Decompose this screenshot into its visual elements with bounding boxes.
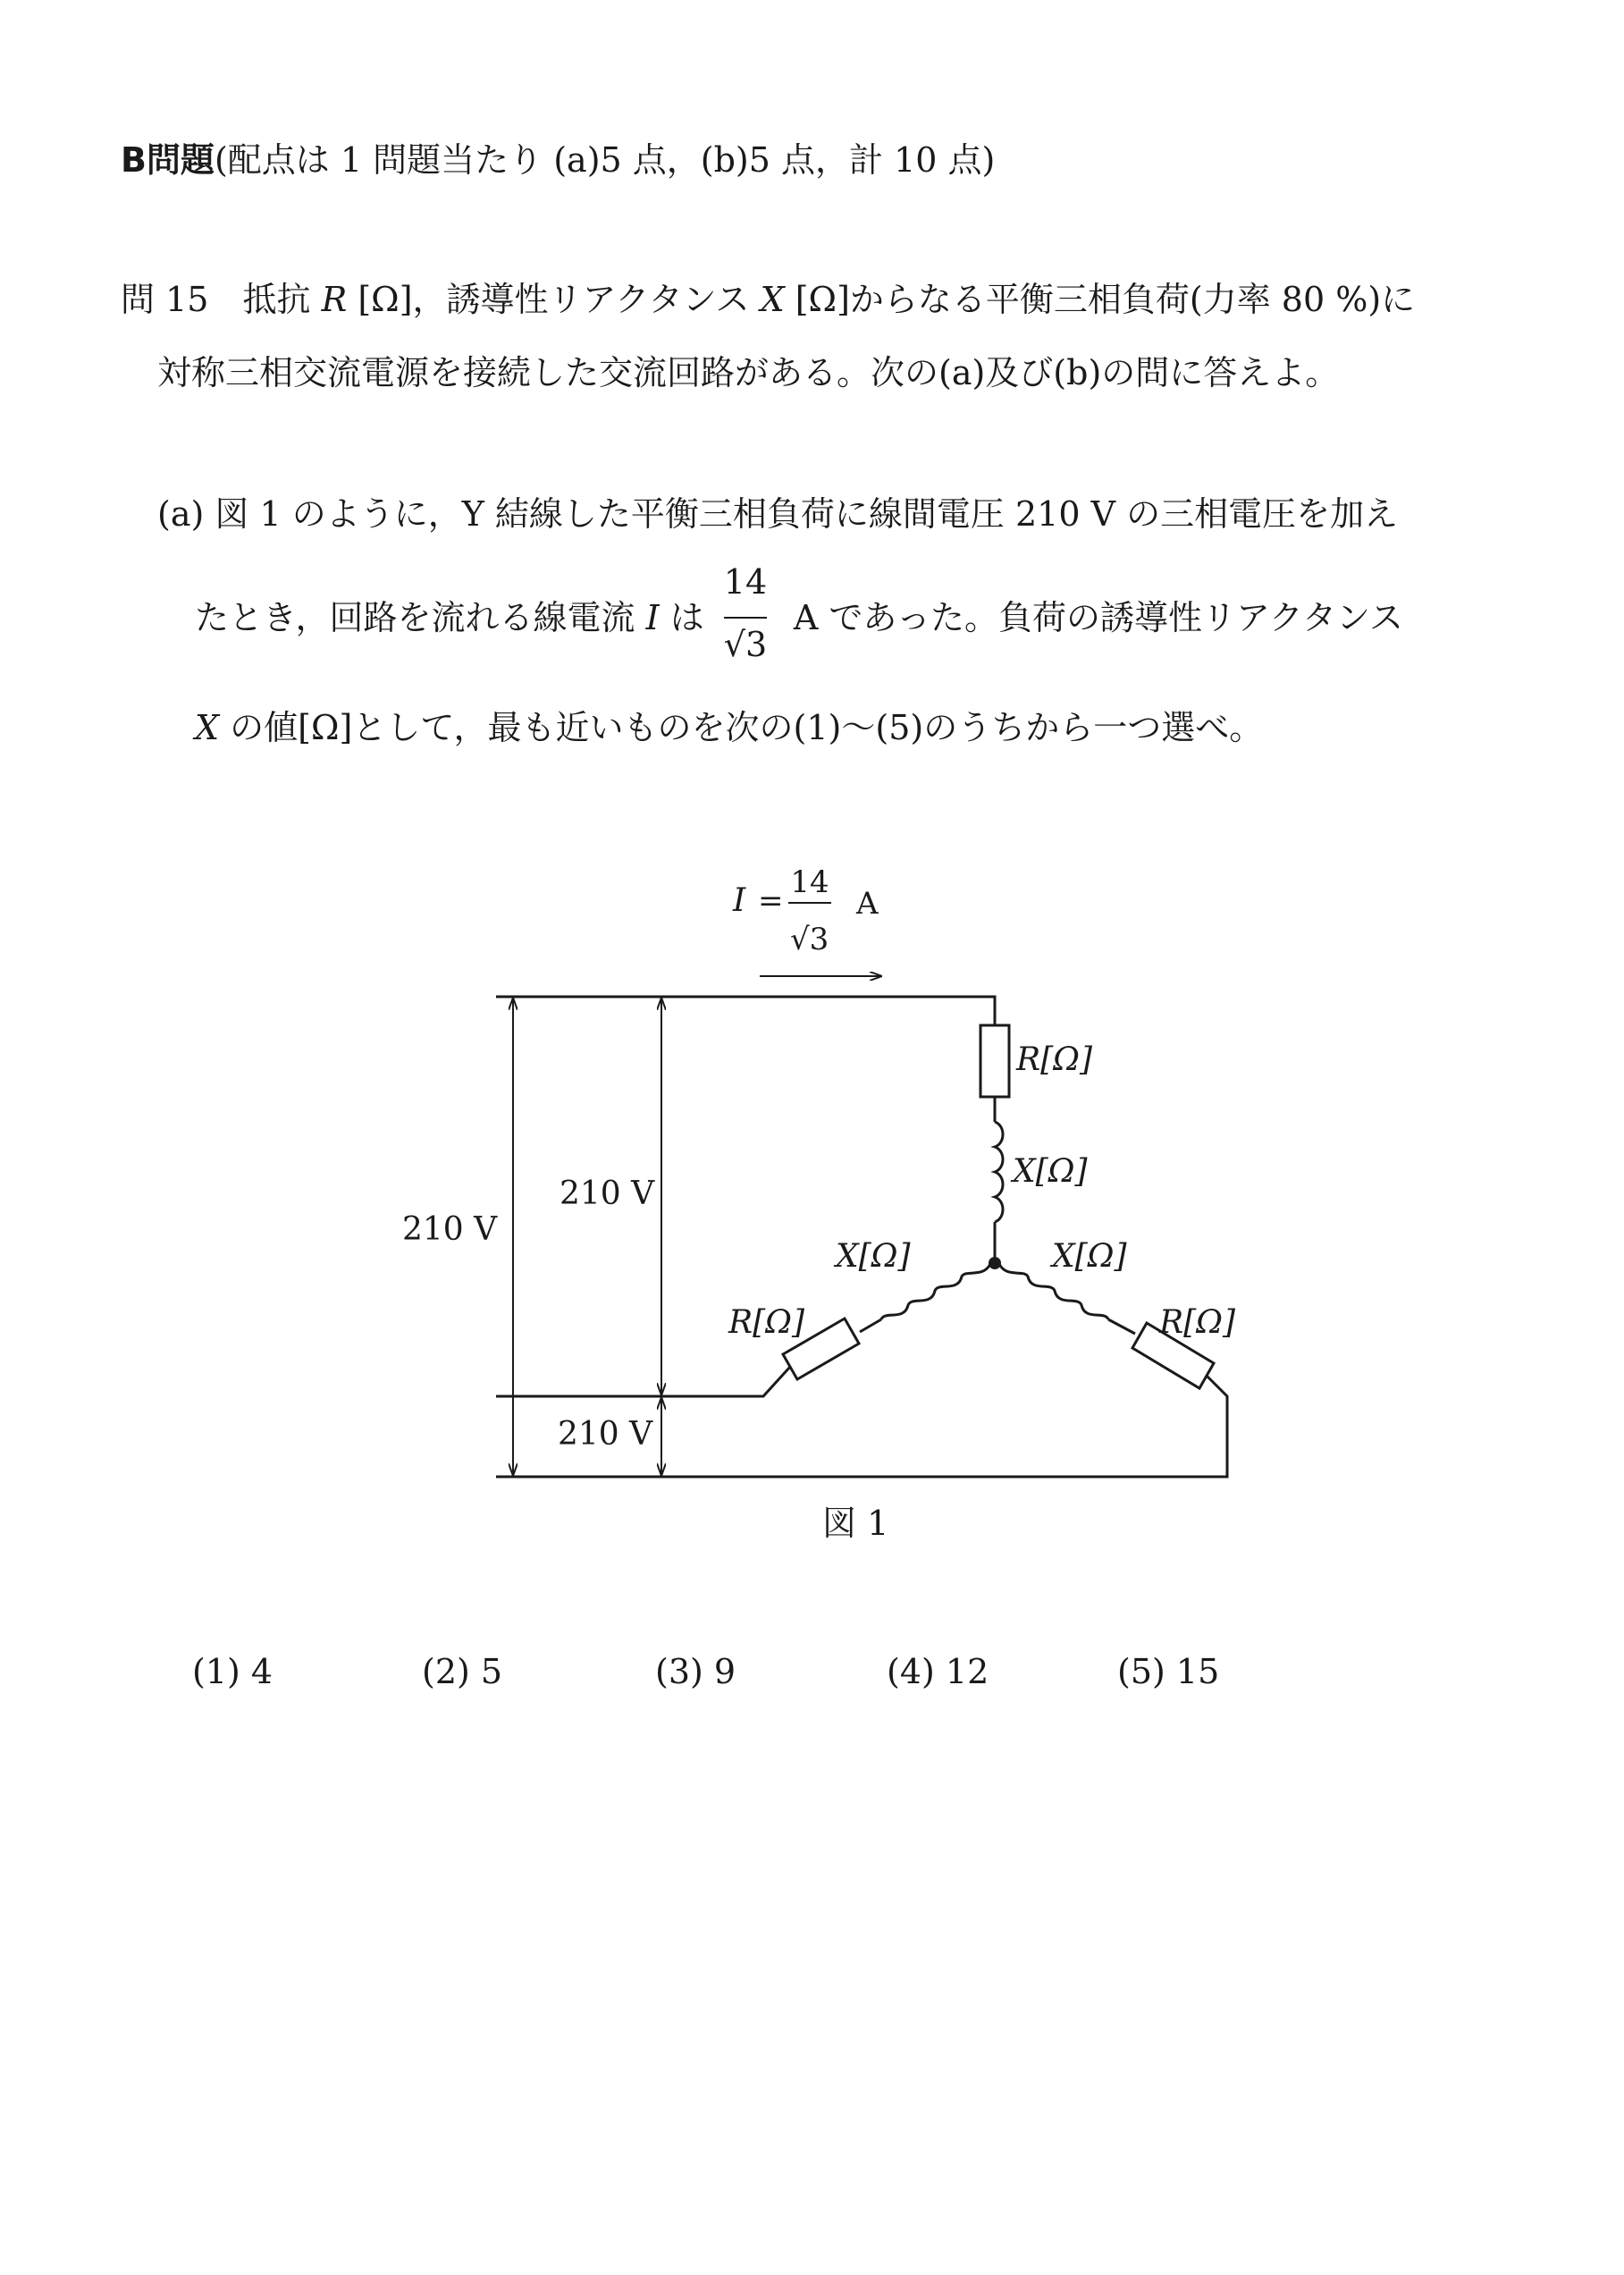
label-voltage-mid: 210 V (560, 1175, 655, 1212)
resistor-top (980, 1025, 1009, 1097)
wire-top (496, 997, 995, 1025)
question-line-2: 対称三相交流電源を接続した交流回路がある。次の(a)及び(b)の問に答えよ。 (157, 353, 1340, 392)
inductor-top (995, 1122, 1003, 1222)
label-r-right: R[Ω] (1159, 1304, 1236, 1341)
figure-caption: 図 1 (822, 1504, 889, 1543)
choice-1[interactable]: (1) 4 (192, 1652, 273, 1691)
question-omega-1: [Ω] (358, 280, 413, 319)
figure-current-numerator: 14 (790, 864, 829, 900)
neutral-node (989, 1257, 1001, 1269)
part-a-line-1: (a) 図 1 のように，Y 結線した平衡三相負荷に線間電圧 210 V の三相電圧を加え (157, 494, 1399, 534)
current-fraction-numerator: 14 (723, 561, 768, 602)
label-voltage-outer: 210 V (402, 1211, 498, 1248)
choice-4[interactable]: (4) 12 (887, 1652, 989, 1691)
current-fraction-denominator: √3 (723, 624, 768, 664)
question-omega-2: [Ω] (795, 280, 850, 319)
part-a-symbol-i: I (645, 598, 660, 637)
choice-5[interactable]: (5) 15 (1117, 1652, 1220, 1691)
part-a-text-2b: は (669, 598, 704, 637)
question-symbol-r: R (321, 280, 348, 319)
label-r-top: R[Ω] (1016, 1041, 1093, 1078)
part-a-symbol-x: X (195, 708, 220, 747)
choice-3[interactable]: (3) 9 (655, 1652, 736, 1691)
section-header-rest: (配点は 1 問題当たり (a)5 点，(b)5 点，計 10 点) (214, 140, 996, 180)
question-text-1a: 抵抗 (242, 280, 311, 319)
answer-choices (0, 1652, 1624, 1697)
figure-current-denominator: √3 (790, 922, 829, 957)
part-a-text-2a: たとき，回路を流れる線電流 (195, 598, 635, 637)
figure-current-symbol: I (733, 882, 746, 919)
label-x-top: X[Ω] (1013, 1153, 1088, 1190)
label-x-right: X[Ω] (1052, 1238, 1127, 1275)
figure-current-unit: A (856, 886, 879, 922)
wire-right-coil-to-resistor (1108, 1319, 1135, 1334)
label-voltage-bottom: 210 V (558, 1416, 653, 1453)
question-text-1b: ，誘導性リアクタンス (412, 280, 750, 319)
label-r-left: R[Ω] (728, 1304, 805, 1341)
label-x-left: X[Ω] (836, 1238, 911, 1275)
question-symbol-x: X (760, 280, 785, 319)
figure-current-equals: = (758, 883, 784, 919)
part-a-text-3: の値[Ω]として，最も近いものを次の(1)～(5)のうちから一つ選べ。 (230, 708, 1264, 747)
choice-2[interactable]: (2) 5 (422, 1652, 503, 1691)
wire-left-coil-to-resistor (860, 1319, 881, 1332)
wire-left-resistor-to-line (496, 1367, 790, 1396)
question-number: 問 15 (121, 280, 209, 319)
question-text-1c: からなる平衡三相負荷(力率 80 %)に (849, 280, 1416, 319)
part-a-text-2c: A であった。負荷の誘導性リアクタンス (793, 598, 1403, 637)
section-header-bold: B問題 (121, 140, 215, 180)
